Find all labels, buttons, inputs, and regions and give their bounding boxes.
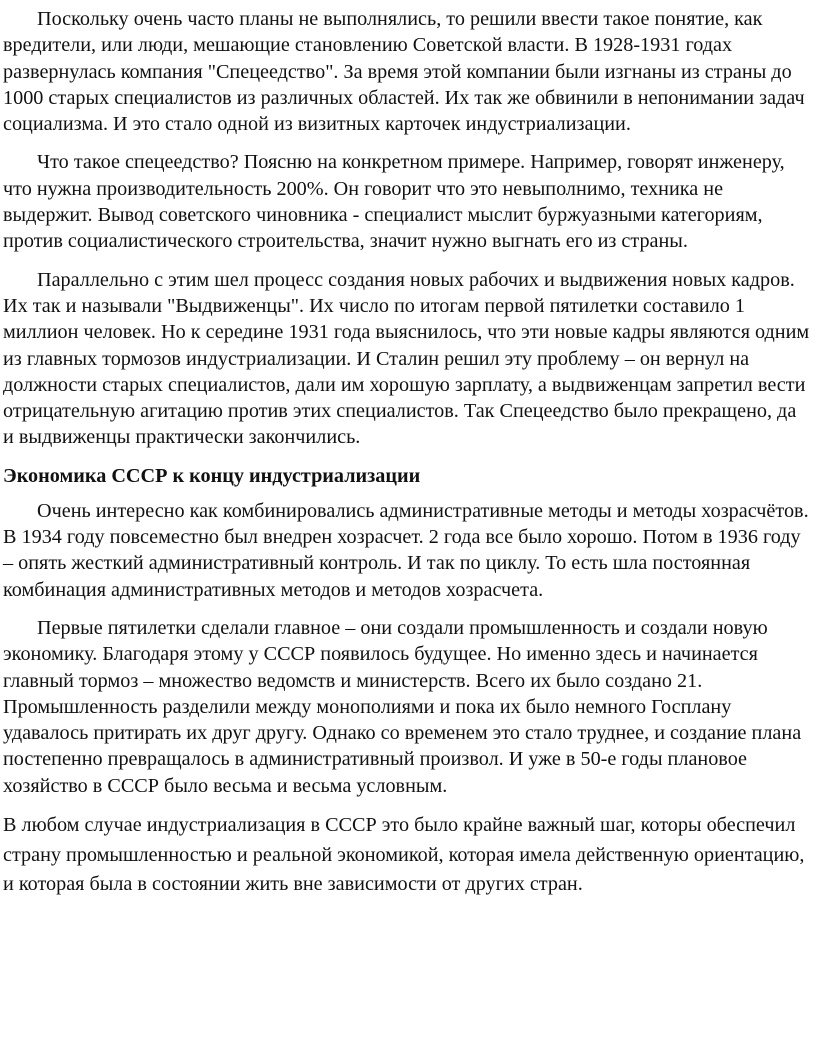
paragraph-hozraschet: Очень интересно как комбинировались административные методы и методы хозрасчётов. В 1934 году повсеместно был внедрен хозрасчет. 2 года все было хорошо. Потом в 1936 году – опять жесткий административный контроль. И так по циклу. То есть шла постоянная комбинация административных методов и методов хозрасчета.	[3, 499, 809, 601]
paragraph-first-five-year-plans: Первые пятилетки сделали главное – они создали промышленность и создали новую экономику. Благодаря этому у СССР появилось будущее. Но именно здесь и начинается главный тормоз – множество ведомств и министерств. Всего их было создано 21. Промышленность разделили между монополиями и пока их было немного Госплану удавалось притирать их друг другу. Однако со временем это стало труднее, и создание плана постепенно превращалось в административный произвол. И уже в 50-е годы плановое хозяйство в СССР было весьма и весьма условным.	[3, 616, 802, 797]
paragraph-conclusion: В любом случае индустриализация в СССР это было крайне важный шаг, которы обеспечил страну промышленностью и реальной экономикой, которая имела действенную ориентацию, и которая была в состоянии жить вне зависимости от других стран.	[3, 814, 805, 896]
document-body	[3, 6, 811, 900]
paragraph-vrediteli: Поскольку очень часто планы не выполнялись, то решили ввести такое понятие, как вредители, или люди, мешающие становлению Советской власти. В 1928-1931 годах развернулась компания "Спецеедство". За время этой компании были изгнаны из страны до 1000 старых специалистов из различных областей. Их так же обвинили в непонимании задач социализма. И это стало одной из визитных карточек индустриализации.	[3, 8, 805, 136]
paragraph-vydvizhentsy: Параллельно с этим шел процесс создания новых рабочих и выдвижения новых кадров. Их так и называли "Выдвиженцы". Их число по итогам первой пятилетки составило 1 миллион человек. Но к середине 1931 года выяснилось, что эти новые кадры являются одним из главных тормозов индустриализации. И Сталин решил эту проблему – он вернул на должности старых специалистов, дали им хорошую зарплату, а выдвиженцам запретил вести отрицательную агитацию против этих специалистов. Так Спецеедство было прекращено, да и выдвиженцы практически закончились.	[3, 268, 810, 449]
section-heading: Экономика СССР к концу индустриализации	[3, 464, 421, 487]
paragraph-speceedstvo-example: Что такое спецеедство? Поясню на конкретном примере. Например, говорят инженеру, что нужна производительность 200%. Он говорит что это невыполнимо, техника не выдержит. Вывод советского чиновника - специалист мыслит буржуазными категориям, против социалистического строительства, значит нужно выгнать его из страны.	[3, 151, 785, 253]
